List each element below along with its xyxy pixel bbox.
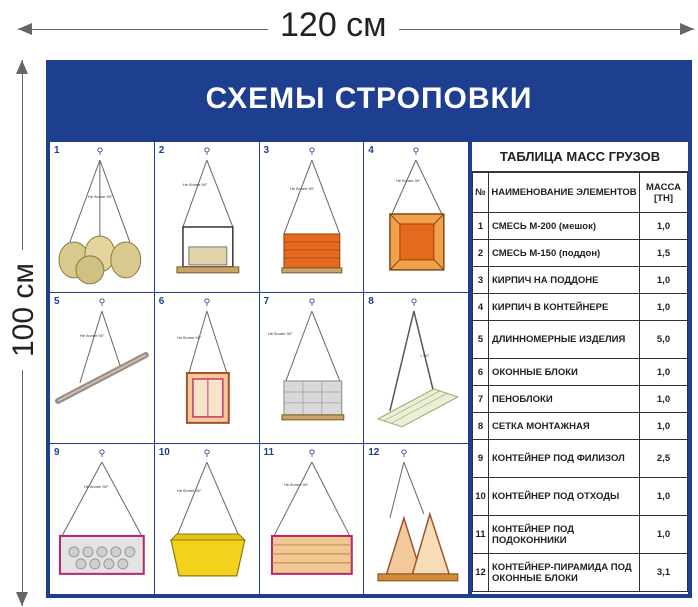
scheme-3 xyxy=(260,142,364,292)
table-row xyxy=(473,240,688,267)
cell-name: СЕТКА МОНТАЖНАЯ xyxy=(489,413,640,440)
table-row xyxy=(473,554,688,592)
svg-text:Не более 90°: Не более 90° xyxy=(176,335,202,341)
mass-table xyxy=(472,142,688,594)
table-row xyxy=(473,478,688,516)
table-row xyxy=(473,294,688,321)
cell-name: КОНТЕЙНЕР ПОД ПОДОКОННИКИ xyxy=(489,516,640,554)
cell-mass: 1,0 xyxy=(640,359,688,386)
poster-title xyxy=(46,60,692,138)
scheme-1 xyxy=(50,142,154,292)
scheme-number: 12 xyxy=(368,447,380,458)
svg-text:⚲: ⚲ xyxy=(308,146,315,157)
svg-text:Не более 90°: Не более 90° xyxy=(182,182,208,188)
scheme-11 xyxy=(260,444,364,594)
scheme-number: 11 xyxy=(263,447,275,458)
svg-text:⚲: ⚲ xyxy=(410,297,418,308)
table-row xyxy=(473,267,688,294)
svg-text:< 90°: < 90° xyxy=(420,353,430,359)
pyramid-container-icon xyxy=(364,444,468,594)
scheme-number: 4 xyxy=(368,145,374,156)
scheme-number: 2 xyxy=(158,145,165,156)
poster-board xyxy=(46,60,692,598)
cell-mass: 1,0 xyxy=(640,413,688,440)
cell-name: КОНТЕЙНЕР ПОД ФИЛИЗОЛ xyxy=(489,440,640,478)
svg-text:⚲: ⚲ xyxy=(96,146,104,157)
cell-num: 6 xyxy=(473,359,489,386)
height-dimension xyxy=(2,60,42,606)
svg-text:Не более 90°: Не более 90° xyxy=(83,484,109,490)
scheme-6 xyxy=(155,293,259,443)
svg-text:Не более 90°: Не более 90° xyxy=(267,331,292,337)
scheme-12 xyxy=(364,444,468,594)
mass-table-title: ТАБЛИЦА МАСС ГРУЗОВ xyxy=(472,142,688,172)
svg-text:Не более 90°: Не более 90° xyxy=(396,178,421,184)
cell-mass: 1,0 xyxy=(640,478,688,516)
scheme-number: 5 xyxy=(54,296,60,307)
table-row xyxy=(473,386,688,413)
scheme-number: 6 xyxy=(158,296,165,307)
cell-mass: 1,0 xyxy=(640,213,688,240)
table-row xyxy=(473,516,688,554)
scheme-number: 8 xyxy=(368,296,374,307)
arrow-left-icon xyxy=(18,23,32,35)
scheme-number: 3 xyxy=(263,145,270,156)
window-blocks-icon xyxy=(155,293,259,443)
cell-name: ДЛИННОМЕРНЫЕ ИЗДЕЛИЯ xyxy=(489,321,640,359)
poster-title-text: СХЕМЫ СТРОПОВКИ xyxy=(205,82,533,115)
cell-num: 2 xyxy=(473,240,489,267)
table-row xyxy=(473,440,688,478)
cell-name: ОКОННЫЕ БЛОКИ xyxy=(489,359,640,386)
cell-name: КОНТЕЙНЕР ПОД ОТХОДЫ xyxy=(489,478,640,516)
arrow-down-icon xyxy=(16,592,28,606)
svg-text:⚲: ⚲ xyxy=(203,146,210,157)
sacks-sling-icon xyxy=(50,142,154,292)
mesh-sling-icon xyxy=(364,293,468,443)
pipe-sling-icon xyxy=(50,293,154,443)
header-mass: МАССА [ТН] xyxy=(640,173,688,213)
waste-container-icon xyxy=(155,444,259,594)
cell-name: КИРПИЧ НА ПОДДОНЕ xyxy=(489,267,640,294)
cell-name: СМЕСЬ М-150 (поддон) xyxy=(489,240,640,267)
foam-blocks-icon xyxy=(260,293,364,443)
cell-num: 9 xyxy=(473,440,489,478)
scheme-number: 10 xyxy=(158,447,170,458)
filizol-container-icon xyxy=(50,444,154,594)
sill-container-icon xyxy=(260,444,364,594)
scheme-5 xyxy=(50,293,154,443)
svg-text:⚲: ⚲ xyxy=(98,297,106,308)
cell-num: 4 xyxy=(473,294,489,321)
cell-num: 8 xyxy=(473,413,489,440)
arrow-right-icon xyxy=(680,23,694,35)
cell-name: КИРПИЧ В КОНТЕЙНЕРЕ xyxy=(489,294,640,321)
cell-mass: 5,0 xyxy=(640,321,688,359)
table-header-row xyxy=(473,173,688,213)
svg-text:Не более 90°: Не более 90° xyxy=(87,194,113,200)
svg-text:⚲: ⚲ xyxy=(412,146,420,157)
svg-text:⚲: ⚲ xyxy=(98,448,106,459)
svg-text:⚲: ⚲ xyxy=(203,448,210,459)
cell-mass: 1,5 xyxy=(640,240,688,267)
scheme-number: 1 xyxy=(54,145,60,156)
svg-text:⚲: ⚲ xyxy=(203,297,210,308)
svg-text:Не более 90°: Не более 90° xyxy=(176,488,202,494)
header-num: № xyxy=(473,173,489,213)
cell-num: 1 xyxy=(473,213,489,240)
cell-name: ПЕНОБЛОКИ xyxy=(489,386,640,413)
cell-name: КОНТЕЙНЕР-ПИРАМИДА ПОД ОКОННЫЕ БЛОКИ xyxy=(489,554,640,592)
cell-mass: 1,0 xyxy=(640,294,688,321)
cell-num: 5 xyxy=(473,321,489,359)
scheme-4 xyxy=(364,142,468,292)
scheme-number: 9 xyxy=(54,447,60,458)
svg-text:⚲: ⚲ xyxy=(308,297,315,308)
scheme-2 xyxy=(155,142,259,292)
scheme-10 xyxy=(155,444,259,594)
width-label: 120 см xyxy=(268,6,399,45)
mass-table-grid xyxy=(472,172,688,592)
header-name: НАИМЕНОВАНИЕ ЭЛЕМЕНТОВ xyxy=(489,173,640,213)
cell-mass: 3,1 xyxy=(640,554,688,592)
table-row xyxy=(473,213,688,240)
bricks-pallet-icon xyxy=(260,142,364,292)
cell-mass: 2,5 xyxy=(640,440,688,478)
cell-mass: 1,0 xyxy=(640,267,688,294)
svg-text:Не более 90°: Не более 90° xyxy=(289,186,314,192)
cell-num: 11 xyxy=(473,516,489,554)
cell-num: 7 xyxy=(473,386,489,413)
cell-name: СМЕСЬ М-200 (мешок) xyxy=(489,213,640,240)
table-row xyxy=(473,413,688,440)
frame-sling-icon xyxy=(155,142,259,292)
svg-text:Не более 90°: Не более 90° xyxy=(283,482,308,488)
width-dimension xyxy=(18,4,694,50)
table-row xyxy=(473,321,688,359)
table-body xyxy=(473,213,688,592)
cell-mass: 1,0 xyxy=(640,516,688,554)
cell-mass: 1,0 xyxy=(640,386,688,413)
svg-text:⚲: ⚲ xyxy=(400,448,408,459)
height-label: 100 см xyxy=(4,250,44,370)
table-row xyxy=(473,359,688,386)
cell-num: 10 xyxy=(473,478,489,516)
cell-num: 12 xyxy=(473,554,489,592)
bricks-container-icon xyxy=(364,142,468,292)
schemes-grid xyxy=(50,142,468,594)
scheme-7 xyxy=(260,293,364,443)
arrow-up-icon xyxy=(16,60,28,74)
scheme-9 xyxy=(50,444,154,594)
scheme-number: 7 xyxy=(263,296,270,307)
svg-text:⚲: ⚲ xyxy=(308,448,315,459)
scheme-8 xyxy=(364,293,468,443)
svg-text:Не более 90°: Не более 90° xyxy=(79,333,105,339)
cell-num: 3 xyxy=(473,267,489,294)
